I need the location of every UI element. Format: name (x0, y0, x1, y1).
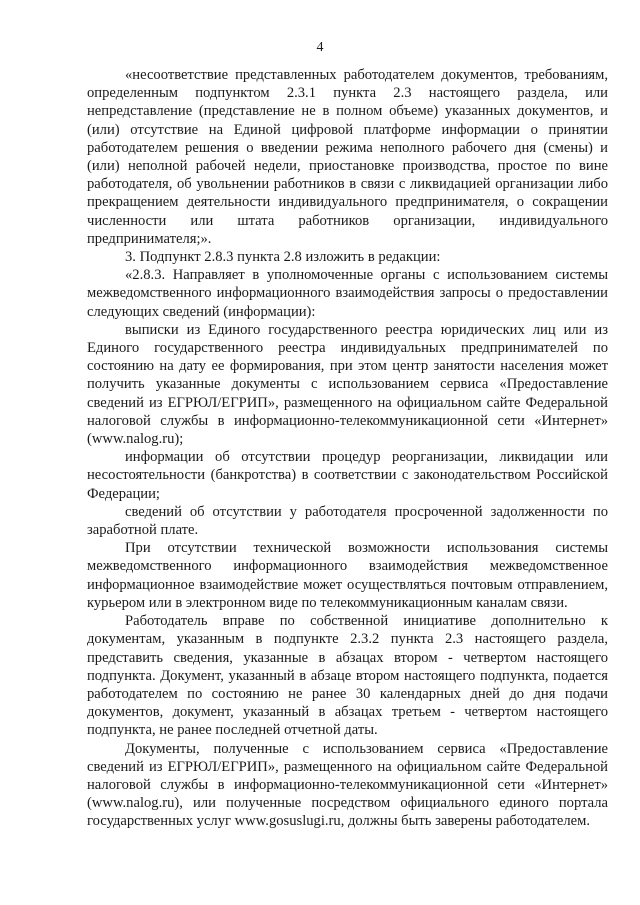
paragraph-amendment-instruction: 3. Подпункт 2.8.3 пункта 2.8 изложить в редакции: (125, 249, 441, 266)
paragraph-document-certification: Документы, полученные с использованием сервиса «Предоставление сведений из ЕГРЮЛ/ЕГРИП», размещенного на официальном сайте Федеральной налоговой службы в информационно-телекоммуникационной сети «Интернет» (www.nalog.ru), или полученные посредством официального единого портала государственных услуг www.gosuslugi.ru, должны быть заверены работодателем. (87, 740, 608, 830)
document-body (87, 66, 608, 831)
page-number: 4 (316, 40, 324, 55)
paragraph-employer-initiative: Работодатель вправе по собственной инициативе дополнительно к документам, указанным в подпункте 2.3.2 пункта 2.3 настоящего раздела, представить сведения, указанные в абзацах втором - четвертом настоящего подпункта. Документ, указанный в абзаце втором настоящего подпункта, подается работодателем по состоянию не ранее 30 календарных дней до дня подачи документов, документ, указанный в абзацах третьем - четвертом настоящего подпункта, не ранее последней отчетной даты. (87, 613, 608, 739)
paragraph-wage-arrears: сведений об отсутствии у работодателя просроченной задолженности по заработной плате. (87, 503, 608, 539)
paragraph-bankruptcy-info: информации об отсутствии процедур реорганизации, ликвидации или несостоятельности (банкротства) в соответствии с законодательством Российской Федерации; (87, 449, 608, 502)
paragraph-no-technical-possibility: При отсутствии технической возможности использования системы межведомственного информационного взаимодействия межведомственное информационное взаимодействие может осуществляться почтовым отправлением, курьером или в электронном виде по телекоммуникационным каналам связи. (87, 540, 608, 611)
paragraph-registry-extracts: выписки из Единого государственного реестра юридических лиц или из Единого государственного реестра индивидуальных предпринимателей по состоянию на дату ее формирования, при этом центр занятости населения может получить указанные документы с использованием сервиса «Предоставление сведений из ЕГРЮЛ/ЕГРИП», размещенного на официальном сайте Федеральной налоговой службы в информационно-телекоммуникационной сети «Интернет» (www.nalog.ru); (87, 321, 608, 448)
paragraph-non-compliance-clause: «несоответствие представленных работодателем документов, требованиям, определенным подпунктом 2.3.1 пункта 2.3 настоящего раздела, или непредставление (представление не в полном объеме) указанных документов, и (или) отсутствие на Единой цифровой платформе информации о принятии работодателем решения о введении режима неполного рабочего дня (смены) и (или) неполной рабочей недели, приостановке производства, простое по вине работодателя, об увольнении работников в связи с ликвидацией организации либо прекращением деятельности индивидуального предпринимателя, о сокращении численности или штата работников организации, индивидуального предпринимателя;». (87, 67, 608, 247)
paragraph-subpoint-2-8-3: «2.8.3. Направляет в уполномоченные органы с использованием системы межведомственного информационного взаимодействия запросы о предоставлении следующих сведений (информации): (87, 267, 608, 320)
